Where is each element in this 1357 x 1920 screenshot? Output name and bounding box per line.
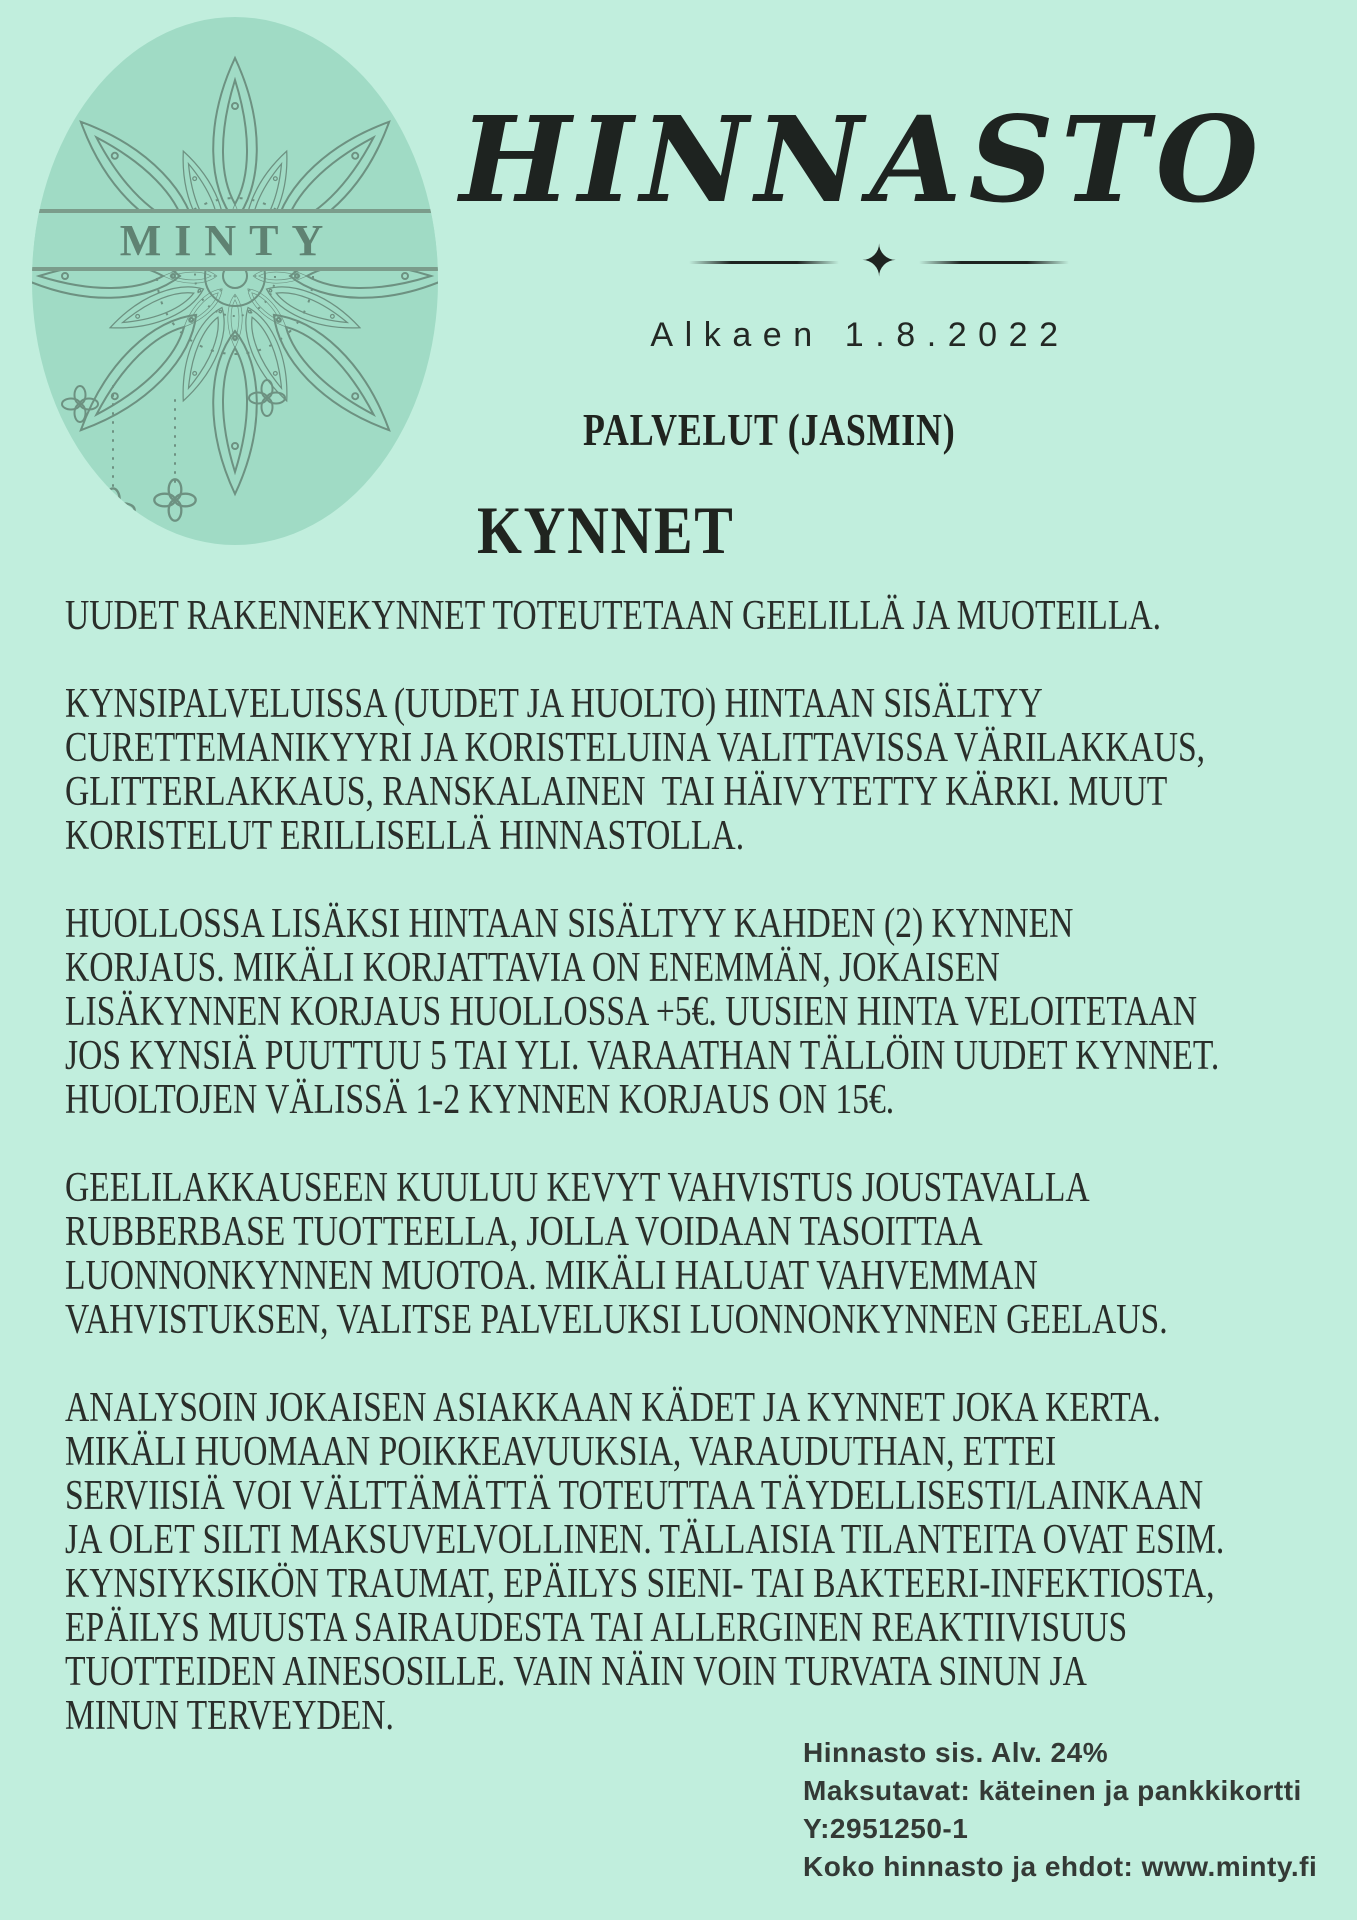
footer-vat: Hinnasto sis. Alv. 24% [803, 1737, 1109, 1768]
body-text [65, 594, 1357, 1782]
footer-payment-methods: Maksutavat: käteinen ja pankkikortti [803, 1775, 1302, 1806]
footer-info [803, 1734, 1317, 1886]
section-heading-palvelut: PALVELUT (JASMIN) [583, 404, 956, 455]
footer-website: Koko hinnasto ja ehdot: www.minty.fi [803, 1851, 1318, 1882]
paragraph-intro: UUDET RAKENNEKYNNET TOTEUTETAAN GEELILLÄ JA MUOTEILLA. [65, 593, 1162, 639]
divider-rule-right [919, 261, 1069, 264]
footer-business-id: Y:2951250-1 [803, 1813, 969, 1844]
divider-rule-left [689, 261, 839, 264]
minty-logo [20, 8, 450, 553]
paragraph-analysis: ANALYSOIN JOKAISEN ASIAKKAAN KÄDET JA KYNNET JOKA KERTA. MIKÄLI HUOMAAN POIKKEAVUUKSIA, VARAUDUTHAN, ETTEI SERVIISIÄ VOI VÄLTTÄMÄTTÄ TOTEUTTAA TÄYDELLISESTI/LAINKAAN JA OLET SILTI MAKSUVELVOLLINEN. TÄLLAISIA TILANTEITA OVAT ESIM. KYNSIYKSIKÖN TRAUMAT, EPÄILYS SIENI- TAI BAKTEERI-INFEKTIOSTA, EPÄILYS MUUSTA SAIRAUDESTA TAI ALLERGINEN REAKTIIVISUUS TUOTTEIDEN AINESOSILLE. VAIN NÄIN VOIN TURVATA SINUN JA MINUN TERVEYDEN. [65, 1385, 1225, 1739]
category-heading-kynnet: KYNNET [477, 492, 735, 568]
logo-oval [32, 17, 438, 545]
paragraph-maintenance: HUOLLOSSA LISÄKSI HINTAAN SISÄLTYY KAHDEN (2) KYNNEN KORJAUS. MIKÄLI KORJATTAVIA ON ENEMMÄN, JOKAISEN LISÄKYNNEN KORJAUS HUOLLOSSA +5€. UUSIEN HINTA VELOITETAAN JOS KYNSIÄ PUUTTUU 5 TAI YLI. VARAATHAN TÄLLÖIN UUDET KYNNET. HUOLTOJEN VÄLISSÄ 1-2 KYNNEN KORJAUS ON 15€. [65, 901, 1220, 1123]
four-pointed-star-icon: ✦ [860, 236, 898, 287]
title-divider [640, 238, 1118, 286]
paragraph-gel-polish: GEELILAKKAUSEEN KUULUU KEVYT VAHVISTUS JOUSTAVALLA RUBBERBASE TUOTTEELLA, JOLLA VOIDAAN TASOITTAA LUONNONKYNNEN MUOTOA. MIKÄLI HALUAT VAHVEMMAN VAHVISTUKSEN, VALITSE PALVELUKSI LUONNONKYNNEN GEELAUS. [65, 1165, 1168, 1343]
page-title: HINNASTO [459, 90, 1266, 229]
brand-text: MINTY [119, 216, 337, 265]
effective-date: Alkaen 1.8.2022 [650, 316, 1070, 354]
paragraph-services-include: KYNSIPALVELUISSA (UUDET JA HUOLTO) HINTAAN SISÄLTYY CURETTEMANIKYYRI JA KORISTELUINA VALITTAVISSA VÄRILAKKAUS, GLITTERLAKKAUS, RANSKALAINEN TAI HÄIVYTETTY KÄRKI. MUUT KORISTELUT ERILLISELLÄ HINNASTOLLA. [65, 681, 1206, 859]
